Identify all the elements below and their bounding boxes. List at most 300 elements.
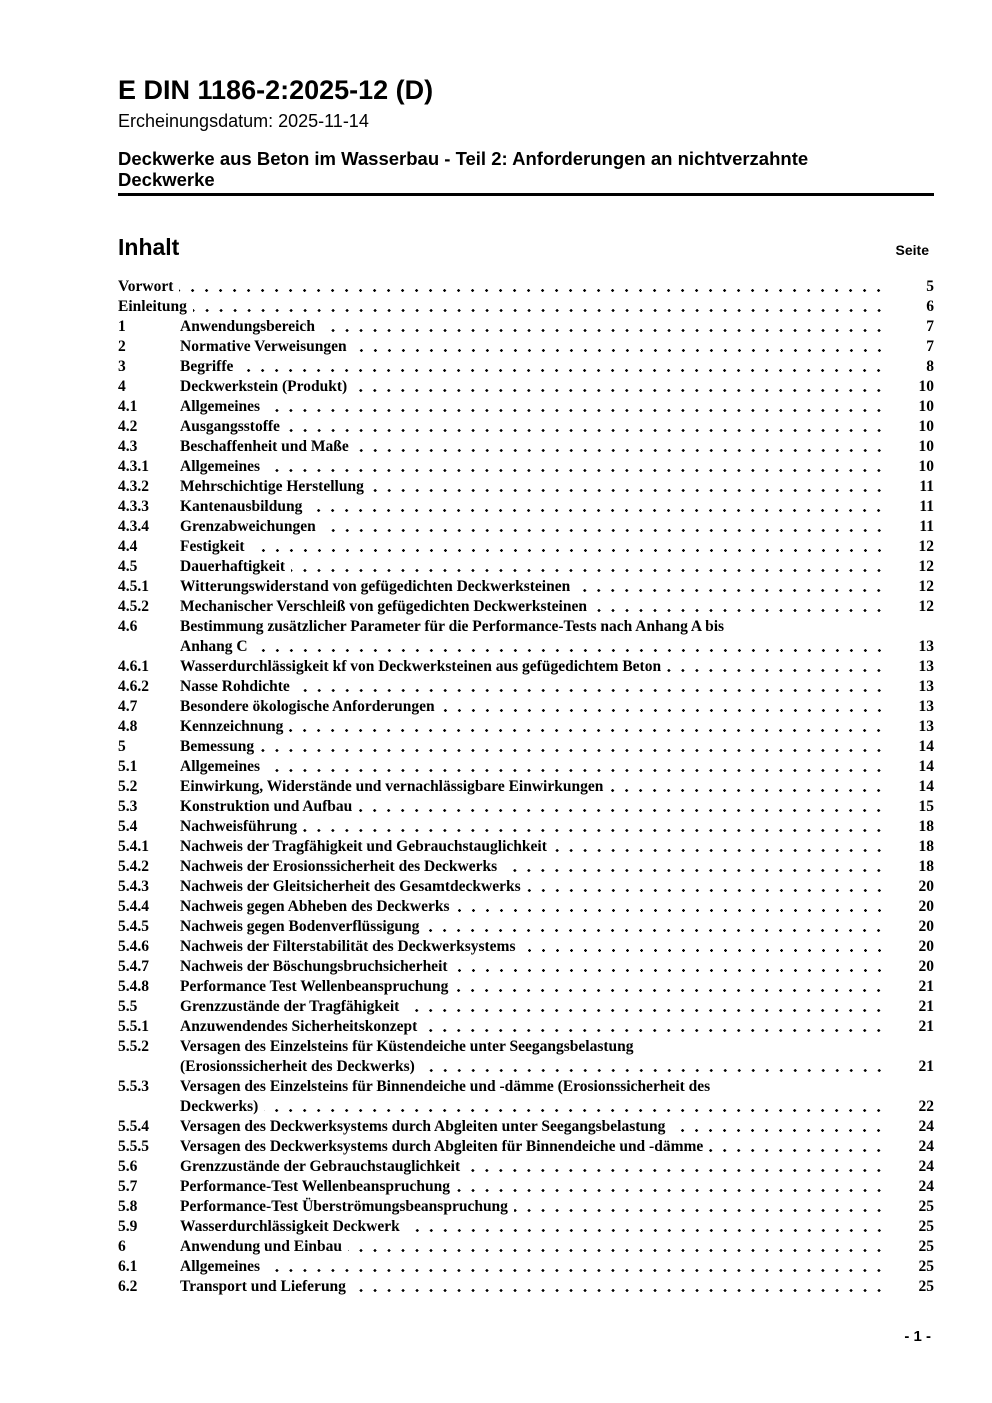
- toc-entry-line: [180, 817, 934, 837]
- toc-entry-number: 4.2: [118, 417, 138, 435]
- toc-entry: [118, 757, 934, 777]
- toc-entry-line: [180, 457, 934, 477]
- toc-entry-title: Besondere ökologische Anforderungen: [180, 697, 435, 715]
- toc-entry-title: Normative Verweisungen: [180, 337, 347, 355]
- toc-dotted-leader: [667, 657, 888, 677]
- toc-entry-number: 5.4.3: [118, 877, 149, 895]
- toc-entry-page-number: 24: [918, 1177, 934, 1195]
- toc-entry-page-number: 18: [918, 837, 934, 855]
- toc-entry-body: [180, 377, 934, 397]
- toc-entry-body: [180, 1157, 934, 1177]
- toc-dotted-leader: [503, 857, 888, 877]
- toc-entry: [118, 317, 934, 337]
- toc-entry-number: 5.4.7: [118, 957, 149, 975]
- toc-entry-title: Dauerhaftigkeit: [180, 557, 286, 575]
- toc-entry-line: Bestimmung zusätzlicher Parameter für die Performance-Tests nach Anhang A bis: [180, 617, 725, 635]
- toc-entry-line: [180, 497, 934, 517]
- toc-dotted-leader: [266, 757, 888, 777]
- toc-dotted-leader: [266, 1257, 888, 1277]
- toc-entry-line: [180, 1257, 934, 1277]
- toc-entry-page-number: 12: [918, 597, 934, 615]
- toc-entry-number: 5.4.1: [118, 837, 149, 855]
- toc-entry-number: 4.5: [118, 557, 138, 575]
- toc-entry-number: 4.5.1: [118, 577, 149, 595]
- toc-entry-body: [180, 857, 934, 877]
- toc-entry-title: Performance-Test Wellenbeanspruchung: [180, 1177, 450, 1195]
- toc-entry-number: 5.8: [118, 1197, 138, 1215]
- toc-entry-title: Beschaffenheit und Maße: [180, 437, 349, 455]
- toc-entry-number: 5.5.3: [118, 1077, 149, 1095]
- toc-entry-title: Nachweisführung: [180, 817, 298, 835]
- toc-dotted-leader: [522, 937, 889, 957]
- toc-entry-number: 5.4.5: [118, 917, 149, 935]
- toc-entry-line: Versagen des Einzelsteins für Küstendeiche unter Seegangsbelastung: [180, 1037, 634, 1055]
- toc-entry-title: Bemessung: [180, 737, 255, 755]
- toc-entry: [118, 617, 934, 657]
- toc-dotted-leader: [286, 417, 888, 437]
- toc-entry-page-number: 13: [918, 637, 934, 655]
- toc-entry-title: Grenzabweichungen: [180, 517, 316, 535]
- toc-dotted-leader: [322, 517, 888, 537]
- toc-entry-page-number: 14: [918, 757, 934, 775]
- toc-entry-page-number: 13: [918, 657, 934, 675]
- toc-page-column-label: Seite: [895, 241, 929, 258]
- toc-entry-body: [180, 797, 934, 817]
- toc-entry-page-number: 14: [918, 737, 934, 755]
- toc-entry-number: 4.3.3: [118, 497, 149, 515]
- toc-dotted-leader: [423, 1017, 888, 1037]
- toc-dotted-leader: [266, 457, 888, 477]
- toc-entry-page-number: 24: [918, 1137, 934, 1155]
- toc-entry: [118, 1277, 934, 1297]
- toc-entry-title: Nachweis der Erosionssicherheit des Deckwerks: [180, 857, 498, 875]
- toc-entry-title: Wasserdurchlässigkeit kf von Deckwerksteinen aus gefügedichtem Beton: [180, 657, 662, 675]
- toc-entry-line: [180, 1277, 934, 1297]
- toc-entry: [118, 1037, 934, 1077]
- document-title-line: Deckwerke: [118, 169, 215, 191]
- toc-entry-line: [180, 837, 934, 857]
- toc-entry-number: 6.1: [118, 1257, 138, 1275]
- toc-entry-page-number: 25: [918, 1197, 934, 1215]
- toc-entry-body: [180, 1257, 934, 1277]
- toc-entry-page-number: 18: [918, 857, 934, 875]
- toc-dotted-leader: [514, 1197, 888, 1217]
- toc-entry-title: Kantenausbildung: [180, 497, 303, 515]
- toc-entry-page-number: 5: [926, 277, 934, 295]
- toc-entry-title: Anwendungsbereich: [180, 317, 315, 335]
- toc-entry-page-number: 25: [918, 1237, 934, 1255]
- toc-entry-title: Deckwerkstein (Produkt): [180, 377, 348, 395]
- toc-entry-page-number: 13: [918, 697, 934, 715]
- toc-entry: [118, 1157, 934, 1177]
- toc-entry-body: [180, 337, 934, 357]
- toc-dotted-leader: [193, 297, 888, 317]
- toc-entry-number: 5.5.5: [118, 1137, 149, 1155]
- toc-entry-body: [180, 957, 934, 977]
- toc-entry-number: 5.5: [118, 997, 138, 1015]
- table-of-contents: [118, 277, 934, 1297]
- toc-entry-page-number: 20: [918, 957, 934, 975]
- toc-dotted-leader: [321, 317, 888, 337]
- toc-entry-line: [180, 897, 934, 917]
- toc-entry-line: [180, 1157, 934, 1177]
- toc-entry-title: Deckwerks): [180, 1097, 259, 1115]
- toc-entry-page-number: 10: [918, 377, 934, 395]
- toc-entry-page-number: 10: [918, 417, 934, 435]
- toc-entry: [118, 357, 934, 377]
- toc-entry-title: Ausgangsstoffe: [180, 417, 280, 435]
- toc-dotted-leader: [527, 877, 888, 897]
- toc-entry-title: Grenzzustände der Gebrauchstauglichkeit: [180, 1157, 461, 1175]
- toc-entry-line: [180, 557, 934, 577]
- toc-entry-line: [180, 337, 934, 357]
- toc-dotted-leader: [296, 677, 888, 697]
- toc-entry-body: [180, 1197, 934, 1217]
- toc-entry-body: [180, 837, 934, 857]
- toc-entry-body: [180, 517, 934, 537]
- toc-entry-number: 5.2: [118, 777, 138, 795]
- toc-entry-title: Festigkeit: [180, 537, 245, 555]
- toc-entry-body: [180, 557, 934, 577]
- toc-entry-title: Anwendung und Einbau: [180, 1237, 342, 1255]
- toc-entry-number: 5.5.4: [118, 1117, 149, 1135]
- toc-entry-title: Mehrschichtige Herstellung: [180, 477, 364, 495]
- toc-entry-line: [180, 1117, 934, 1137]
- toc-dotted-leader: [593, 597, 888, 617]
- toc-dotted-leader: [425, 917, 888, 937]
- toc-entry-page-number: 21: [918, 1057, 934, 1075]
- toc-entry-page-number: 11: [919, 497, 934, 515]
- toc-entry-number: 5.5.2: [118, 1037, 149, 1055]
- toc-dotted-leader: [553, 837, 888, 857]
- toc-entry-title: Witterungswiderstand von gefügedichten Deckwerksteinen: [180, 577, 571, 595]
- toc-entry: [118, 517, 934, 537]
- document-title: [118, 148, 934, 190]
- toc-dotted-leader: [348, 1237, 888, 1257]
- toc-dotted-leader: [370, 477, 888, 497]
- toc-entry-body: [180, 977, 934, 997]
- toc-entry-body: [180, 997, 934, 1017]
- toc-entry-page-number: 12: [918, 537, 934, 555]
- toc-entry-title: Nachweis der Böschungsbruchsicherheit: [180, 957, 448, 975]
- toc-dotted-leader: [454, 957, 888, 977]
- toc-entry-line: [180, 1097, 934, 1117]
- toc-dotted-leader: [609, 777, 888, 797]
- toc-entry-title: Transport und Lieferung: [180, 1277, 346, 1295]
- toc-entry-body: [180, 1237, 934, 1257]
- toc-entry-page-number: 12: [918, 577, 934, 595]
- toc-entry-title: Grenzzustände der Tragfähigkeit: [180, 997, 400, 1015]
- toc-entry-body: [180, 1037, 934, 1077]
- toc-entry-line: [180, 797, 934, 817]
- toc-entry: [118, 1197, 934, 1217]
- toc-dotted-leader: [260, 737, 888, 757]
- toc-entry-page-number: 15: [918, 797, 934, 815]
- toc-entry-line: [180, 637, 934, 657]
- toc-entry-body: [180, 1177, 934, 1197]
- toc-entry-line: [180, 317, 934, 337]
- toc-entry-body: [180, 1137, 934, 1157]
- toc-entry: [118, 597, 934, 617]
- toc-entry: [118, 1237, 934, 1257]
- toc-entry: [118, 277, 934, 297]
- toc-entry-page-number: 18: [918, 817, 934, 835]
- toc-entry-number: 2: [118, 337, 126, 355]
- toc-entry-number: 5.4.4: [118, 897, 149, 915]
- toc-dotted-leader: [456, 1177, 888, 1197]
- toc-entry: [118, 677, 934, 697]
- toc-header-row: [118, 235, 934, 259]
- toc-entry: [118, 417, 934, 437]
- toc-entry-title: Kennzeichnung: [180, 717, 284, 735]
- toc-dotted-leader: [264, 1097, 888, 1117]
- toc-entry-body: [180, 437, 934, 457]
- toc-entry: [118, 877, 934, 897]
- toc-entry: [118, 917, 934, 937]
- toc-entry-line: [180, 377, 934, 397]
- toc-entry: [118, 817, 934, 837]
- toc-entry-line: [180, 1057, 934, 1077]
- toc-entry-page-number: 10: [918, 397, 934, 415]
- toc-entry-title: Nachweis gegen Bodenverflüssigung: [180, 917, 420, 935]
- toc-entry: [118, 897, 934, 917]
- toc-entry-body: [180, 1277, 934, 1297]
- toc-entry-title: Nasse Rohdichte: [180, 677, 290, 695]
- toc-entry-line: [180, 677, 934, 697]
- toc-entry-line: [180, 517, 934, 537]
- toc-entry: [118, 1217, 934, 1237]
- toc-entry: [118, 537, 934, 557]
- toc-entry-title: Einleitung: [118, 297, 187, 315]
- toc-entry-line: [180, 437, 934, 457]
- toc-entry-title: Performance Test Wellenbeanspruchung: [180, 977, 449, 995]
- toc-dotted-leader: [239, 357, 888, 377]
- toc-dotted-leader: [576, 577, 888, 597]
- toc-dotted-leader: [709, 1137, 888, 1157]
- toc-entry: [118, 837, 934, 857]
- toc-dotted-leader: [303, 817, 888, 837]
- toc-entry-title: Nachweis der Tragfähigkeit und Gebrauchstauglichkeit: [180, 837, 547, 855]
- toc-entry: [118, 477, 934, 497]
- toc-entry-title: Konstruktion und Aufbau: [180, 797, 353, 815]
- toc-entry-line: [180, 1017, 934, 1037]
- toc-entry: [118, 377, 934, 397]
- toc-entry-title: (Erosionssicherheit des Deckwerks): [180, 1057, 415, 1075]
- toc-entry-number: 4.4: [118, 537, 138, 555]
- toc-entry-number: 5.6: [118, 1157, 138, 1175]
- toc-entry-body: [180, 777, 934, 797]
- toc-entry-line: [118, 297, 934, 317]
- toc-entry: [118, 577, 934, 597]
- toc-entry-number: 4.3: [118, 437, 138, 455]
- toc-entry-body: [180, 417, 934, 437]
- toc-entry-page-number: 7: [926, 317, 934, 335]
- toc-dotted-leader: [266, 397, 888, 417]
- toc-dotted-leader: [466, 1157, 888, 1177]
- toc-entry-body: [118, 297, 934, 317]
- toc-entry: [118, 1077, 934, 1117]
- toc-entry-number: 1: [118, 317, 126, 335]
- toc-dotted-leader: [353, 377, 888, 397]
- toc-entry-line: [180, 917, 934, 937]
- toc-entry-title: Nachweis gegen Abheben des Deckwerks: [180, 897, 450, 915]
- toc-entry-body: [180, 497, 934, 517]
- toc-dotted-leader: [289, 717, 888, 737]
- toc-entry-body: [118, 277, 934, 297]
- toc-dotted-leader: [441, 697, 888, 717]
- toc-entry-title: Nachweis der Gleitsicherheit des Gesamtdeckwerks: [180, 877, 521, 895]
- toc-entry-page-number: 21: [918, 977, 934, 995]
- toc-entry: [118, 557, 934, 577]
- toc-entry-line: [180, 537, 934, 557]
- toc-entry: [118, 977, 934, 997]
- toc-entry: [118, 717, 934, 737]
- toc-entry-number: 5.4: [118, 817, 138, 835]
- toc-entry-number: 4.8: [118, 717, 138, 735]
- toc-entry-line: [180, 1137, 934, 1157]
- toc-dotted-leader: [671, 1117, 888, 1137]
- toc-dotted-leader: [406, 1217, 888, 1237]
- toc-entry-line: [180, 877, 934, 897]
- toc-entry-line: [180, 977, 934, 997]
- toc-entry: [118, 737, 934, 757]
- toc-entry-body: [180, 1117, 934, 1137]
- toc-entry: [118, 1017, 934, 1037]
- toc-entry-number: 5.1: [118, 757, 138, 775]
- toc-entry-number: 5.7: [118, 1177, 138, 1195]
- toc-entry-page-number: 20: [918, 877, 934, 895]
- toc-entry: [118, 457, 934, 477]
- toc-entry-page-number: 12: [918, 557, 934, 575]
- toc-dotted-leader: [291, 557, 888, 577]
- toc-entry-line: [180, 397, 934, 417]
- toc-dotted-leader: [358, 797, 888, 817]
- toc-entry-page-number: 11: [919, 477, 934, 495]
- toc-dotted-leader: [251, 537, 888, 557]
- toc-entry-line: [180, 1237, 934, 1257]
- toc-entry-page-number: 7: [926, 337, 934, 355]
- toc-entry: [118, 497, 934, 517]
- toc-entry-body: [180, 617, 934, 657]
- toc-entry-title: Vorwort: [118, 277, 174, 295]
- toc-entry-line: [180, 417, 934, 437]
- toc-entry-line: [180, 937, 934, 957]
- toc-entry-body: [180, 457, 934, 477]
- document-page: [118, 0, 934, 1297]
- toc-entry-body: [180, 757, 934, 777]
- toc-entry: [118, 657, 934, 677]
- publication-date: Ercheinungsdatum: 2025-11-14: [118, 110, 369, 131]
- toc-dotted-leader: [355, 437, 888, 457]
- toc-entry-line: [180, 477, 934, 497]
- toc-entry-line: [180, 1177, 934, 1197]
- toc-entry-number: 4.7: [118, 697, 138, 715]
- toc-entry-body: [180, 577, 934, 597]
- toc-entry-body: [180, 317, 934, 337]
- toc-entry-title: Nachweis der Filterstabilität des Deckwerksystems: [180, 937, 516, 955]
- toc-dotted-leader: [308, 497, 888, 517]
- toc-entry-number: 6.2: [118, 1277, 138, 1295]
- toc-entry-page-number: 8: [926, 357, 934, 375]
- toc-entry-line: [180, 357, 934, 377]
- toc-entry-title: Begriffe: [180, 357, 234, 375]
- toc-entry-body: [180, 697, 934, 717]
- toc-entry-body: [180, 357, 934, 377]
- toc-dotted-leader: [454, 977, 888, 997]
- toc-dotted-leader: [353, 337, 888, 357]
- toc-entry-page-number: 25: [918, 1217, 934, 1235]
- toc-entry-title: Allgemeines: [180, 397, 261, 415]
- toc-entry: [118, 857, 934, 877]
- toc-entry-page-number: 10: [918, 437, 934, 455]
- toc-entry: [118, 337, 934, 357]
- toc-entry-line: [180, 1197, 934, 1217]
- toc-entry-body: [180, 737, 934, 757]
- toc-entry-line: [180, 777, 934, 797]
- toc-entry-page-number: 6: [926, 297, 934, 315]
- toc-entry-line: [180, 657, 934, 677]
- toc-entry-number: 5.4.2: [118, 857, 149, 875]
- toc-entry-body: [180, 477, 934, 497]
- toc-entry-page-number: 11: [919, 517, 934, 535]
- toc-entry: [118, 1117, 934, 1137]
- toc-dotted-leader: [456, 897, 888, 917]
- toc-entry-number: 5.3: [118, 797, 138, 815]
- toc-entry-line: [180, 1217, 934, 1237]
- toc-entry-line: [180, 997, 934, 1017]
- toc-dotted-leader: [352, 1277, 888, 1297]
- toc-entry-title: Anzuwendendes Sicherheitskonzept: [180, 1017, 418, 1035]
- toc-entry-line: [180, 597, 934, 617]
- toc-entry: [118, 297, 934, 317]
- toc-entry: [118, 997, 934, 1017]
- toc-dotted-leader: [421, 1057, 888, 1077]
- toc-entry-number: 4.1: [118, 397, 138, 415]
- toc-dotted-leader: [405, 997, 888, 1017]
- toc-entry-number: 4.3.1: [118, 457, 149, 475]
- toc-entry-page-number: 20: [918, 897, 934, 915]
- toc-entry-page-number: 10: [918, 457, 934, 475]
- toc-entry-line: [180, 757, 934, 777]
- toc-entry-title: Allgemeines: [180, 457, 261, 475]
- toc-entry-page-number: 13: [918, 717, 934, 735]
- toc-entry-page-number: 21: [918, 997, 934, 1015]
- toc-entry-line: [180, 737, 934, 757]
- toc-entry-number: 4.6: [118, 617, 138, 635]
- toc-entry-title: Wasserdurchlässigkeit Deckwerk: [180, 1217, 400, 1235]
- toc-entry-number: 5: [118, 737, 126, 755]
- toc-entry-number: 5.5.1: [118, 1017, 149, 1035]
- toc-entry-line: [180, 717, 934, 737]
- toc-entry-line: [180, 857, 934, 877]
- toc-entry-title: Allgemeines: [180, 1257, 261, 1275]
- toc-entry-body: [180, 717, 934, 737]
- toc-entry-title: Anhang C: [180, 637, 248, 655]
- toc-entry: [118, 1137, 934, 1157]
- toc-entry-body: [180, 1017, 934, 1037]
- toc-entry-page-number: 24: [918, 1157, 934, 1175]
- document-code: E DIN 1186-2:2025-12 (D): [118, 75, 434, 105]
- toc-entry-body: [180, 877, 934, 897]
- toc-entry-page-number: 25: [918, 1257, 934, 1275]
- toc-entry-page-number: 24: [918, 1117, 934, 1135]
- toc-entry-body: [180, 917, 934, 937]
- toc-entry: [118, 957, 934, 977]
- toc-entry-number: 3: [118, 357, 126, 375]
- toc-entry-body: [180, 397, 934, 417]
- toc-entry-number: 4: [118, 377, 126, 395]
- toc-entry-line: [180, 577, 934, 597]
